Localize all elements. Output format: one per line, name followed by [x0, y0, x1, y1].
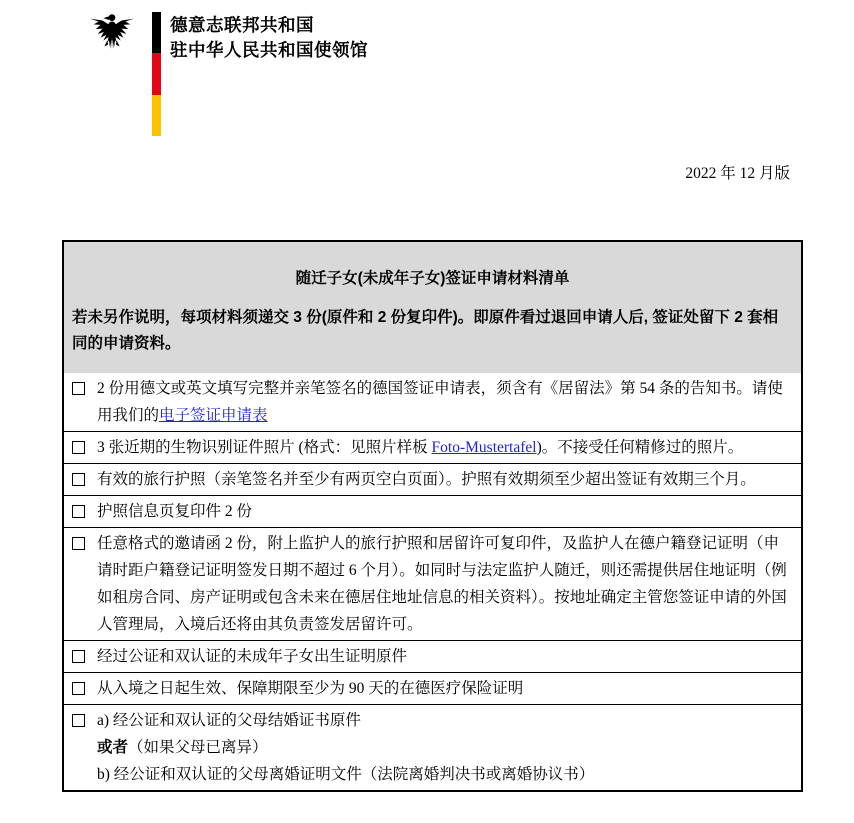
or-label: 或者: [97, 739, 129, 756]
checklist-item-text: 有效的旅行护照（亲笔签名并至少有两页空白页面）。护照有效期须至少超出签证有效期三个月。: [97, 471, 756, 488]
checklist-item: [64, 373, 801, 431]
organization-name: [170, 13, 368, 63]
evisa-application-form-link[interactable]: 电子签证申请表: [159, 407, 268, 424]
checkbox-icon: [72, 650, 85, 663]
checklist-item: [64, 431, 801, 463]
checklist-item: [64, 704, 801, 790]
checkbox-icon: [72, 505, 85, 518]
german-flag-stripe: [152, 12, 161, 136]
checklist-item-text: 从入境之日起生效、保障期限至少为 90 天的在德医疗保险证明: [97, 680, 524, 697]
item-text-segment: 3 张近期的生物识别证件照片 (格式：见照片样板: [97, 439, 432, 456]
checklist-item: [64, 672, 801, 704]
checkbox-icon: [72, 714, 85, 727]
checklist-item: [64, 527, 801, 640]
checklist-item-text: [97, 375, 793, 429]
item-text-segment: )。不接受任何精修过的照片。: [536, 439, 744, 456]
checklist-note: 若未另作说明，每项材料须递交 3 份(原件和 2 份复印件)。即原件看过退回申请人后, 签证处留下 2 套相同的申请资料。: [72, 309, 779, 352]
checklist-item: [64, 495, 801, 527]
checkbox-icon: [72, 441, 85, 454]
version-date: 2022 年 12 月版: [685, 165, 790, 182]
item-line-a: a) 经公证和双认证的父母结婚证书原件: [97, 712, 361, 729]
checkbox-icon: [72, 382, 85, 395]
checklist-header: [64, 242, 801, 373]
checklist-item-text: 经过公证和双认证的未成年子女出生证明原件: [97, 648, 408, 665]
checklist-item-text: 任意格式的邀请函 2 份，附上监护人的旅行护照和居留许可复印件，及监护人在德户籍登记证明（申请时距户籍登记证明签发日期不超过 6 个月）。如同时与法定监护人随迁，则还需提供居住地证明（例如租房合同、房产证明或包含未来在德居住地址信息的相关资料）。按地址确定主管您签证申请的外国人管理局，入境后还将由其负责签发居留许可。: [97, 535, 787, 633]
checkbox-icon: [72, 682, 85, 695]
item-line-or: [97, 734, 793, 761]
checklist-item-text: [97, 707, 793, 788]
organization-name-line2: 驻中华人民共和国使领馆: [170, 40, 368, 60]
german-eagle-icon: [88, 8, 136, 58]
organization-name-line1: 德意志联邦共和国: [170, 15, 314, 35]
foto-mustertafel-link[interactable]: Foto-Mustertafel: [431, 439, 537, 456]
checklist-item: [64, 640, 801, 672]
checkbox-icon: [72, 537, 85, 550]
checkbox-icon: [72, 473, 85, 486]
checklist-item: [64, 463, 801, 495]
letterhead: [0, 0, 854, 150]
flag-red-band: [152, 53, 161, 94]
item-line-b: b) 经公证和双认证的父母离婚证明文件（法院离婚判决书或离婚协议书）: [97, 766, 595, 783]
or-suffix: （如果父母已离异）: [128, 739, 268, 756]
checklist-item-text: [97, 434, 793, 461]
checklist-title: 随迁子女(未成年子女)签证申请材料清单: [295, 270, 570, 287]
flag-gold-band: [152, 95, 161, 136]
flag-black-band: [152, 12, 161, 53]
item-text-segment: 2 份用德文或英文填写完整并亲笔签名的德国签证申请表，须含有《居留法》第 54 条的告知书。请使用我们的: [97, 380, 783, 424]
checklist-item-text: 护照信息页复印件 2 份: [97, 503, 253, 520]
checklist-table: [62, 240, 803, 792]
